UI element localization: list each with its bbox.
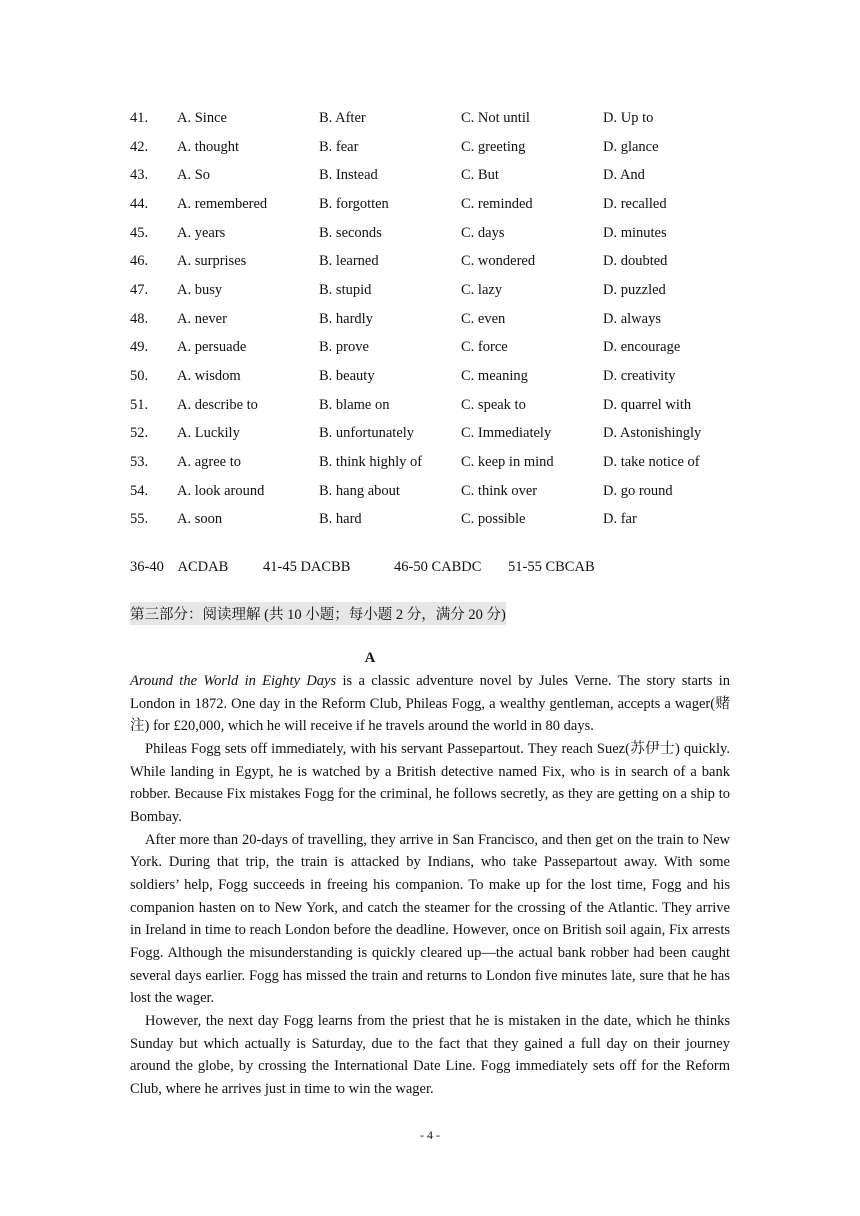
option-b: B. seconds (319, 224, 382, 241)
option-b: B. beauty (319, 368, 375, 385)
question-number: 47. (130, 281, 149, 298)
question-number: 51. (130, 396, 149, 413)
option-row (130, 104, 730, 133)
option-a: A. persuade (177, 339, 247, 356)
question-number: 41. (130, 109, 149, 126)
option-row (130, 190, 730, 219)
question-number: 48. (130, 310, 149, 327)
passage-paragraph: After more than 20-days of travelling, they arrive in San Francisco, and then get on the train to New York. During that trip, the train is attacked by Indians, who take Passepartout away. With some soldiers’ help, Fogg succeeds in freeing his companion. To make up for the lost time, Fogg and his companion hasten on to New York, and catch the steamer for the crossing of the Atlantic. They arrive in Ireland in time to reach London before the deadline. However, once on British soil again, Fix arrests Fogg. Although the misunderstanding is quickly cleared up—the actual bank robber had been caught several days earlier. Fogg has missed the train and returns to London five minutes late, sure that he has lost the wager. (130, 831, 730, 1007)
option-row (130, 161, 730, 190)
option-a: A. agree to (177, 454, 242, 471)
option-c: C. greeting (461, 138, 526, 155)
passage-paragraph (130, 670, 730, 738)
option-b: B. hard (319, 511, 362, 528)
question-number: 50. (130, 368, 149, 385)
question-number: 49. (130, 339, 149, 356)
option-row (130, 219, 730, 248)
option-c: C. meaning (461, 368, 528, 385)
option-d: D. encourage (603, 339, 681, 356)
option-b: B. stupid (319, 281, 372, 298)
option-d: D. recalled (603, 195, 667, 212)
question-number: 55. (130, 511, 149, 528)
option-a: A. busy (177, 281, 223, 298)
answer-key (130, 559, 595, 576)
option-a: A. Since (177, 109, 227, 126)
answer-key-group: 46-50 CABDC (394, 559, 482, 575)
option-d: D. Up to (603, 109, 654, 126)
option-row (130, 305, 730, 334)
option-b: B. hang about (319, 482, 400, 499)
passage-label: A (364, 650, 376, 666)
option-row (130, 334, 730, 363)
option-b: B. blame on (319, 396, 390, 413)
option-c: C. reminded (461, 195, 533, 212)
option-d: D. quarrel with (603, 396, 692, 413)
option-c: C. keep in mind (461, 454, 554, 471)
question-number: 43. (130, 167, 149, 184)
option-row (130, 276, 730, 305)
option-d: D. minutes (603, 224, 667, 241)
option-d: D. go round (603, 482, 673, 499)
option-row (130, 448, 730, 477)
option-a: A. describe to (177, 396, 258, 413)
question-number: 45. (130, 224, 149, 241)
option-d: D. always (603, 310, 661, 327)
option-c: C. But (461, 167, 499, 184)
passage-paragraph: However, the next day Fogg learns from the priest that he is mistaken in the date, which he thinks Sunday but which actually is Saturday, due to the fact that they gained a full day on their journey around the globe, by crossing the International Date Line. Fogg immediately sets off for the Reform Club, where he arrives just in time to win the wager. (130, 1012, 730, 1097)
question-number: 42. (130, 138, 149, 155)
option-a: A. Luckily (177, 425, 240, 442)
option-d: D. glance (603, 138, 659, 155)
option-c: C. wondered (461, 253, 536, 270)
option-d: D. take notice of (603, 454, 700, 471)
option-b: B. prove (319, 339, 369, 356)
option-d: D. Astonishingly (603, 425, 702, 442)
option-b: B. After (319, 109, 366, 126)
option-b: B. think highly of (319, 454, 423, 471)
option-c: C. Not until (461, 109, 530, 126)
option-b: B. unfortunately (319, 425, 415, 442)
option-b: B. Instead (319, 167, 378, 184)
option-a: A. remembered (177, 195, 268, 212)
question-number: 46. (130, 253, 149, 270)
option-b: B. fear (319, 138, 359, 155)
book-title: Around the World in Eighty Days (130, 673, 337, 689)
option-b: B. learned (319, 253, 379, 270)
option-c: C. possible (461, 511, 526, 528)
option-a: A. wisdom (177, 368, 241, 385)
option-row (130, 506, 730, 535)
answer-key-group: 36-40 ACDAB (130, 559, 229, 575)
answer-key-group: 41-45 DACBB (263, 559, 351, 575)
option-c: C. Immediately (461, 425, 552, 442)
option-c: C. even (461, 310, 506, 327)
option-a: A. never (177, 310, 227, 327)
question-number: 53. (130, 454, 149, 471)
option-c: C. speak to (461, 396, 526, 413)
option-c: C. force (461, 339, 508, 356)
answer-key-group: 51-55 CBCAB (508, 559, 595, 575)
passage-body (130, 670, 730, 1100)
option-a: A. surprises (177, 253, 247, 270)
question-number: 54. (130, 482, 149, 499)
question-number: 44. (130, 195, 149, 212)
option-a: A. look around (177, 482, 265, 499)
option-d: D. far (603, 511, 637, 528)
option-row (130, 362, 730, 391)
option-row (130, 420, 730, 449)
option-row (130, 133, 730, 162)
question-number: 52. (130, 425, 149, 442)
option-row (130, 391, 730, 420)
options-table (130, 104, 730, 534)
option-c: C. think over (461, 482, 538, 499)
option-d: D. creativity (603, 368, 676, 385)
option-row (130, 477, 730, 506)
section-heading: 第三部分：阅读理解 (共 10 小题；每小题 2 分，满分 20 分) (130, 602, 506, 625)
paragraph-text: is a classic adventure novel by Jules Verne. The story starts in London in 1872. One day in the Reform Club, Phileas Fogg, a wealthy gentleman, accepts a wager(赌注) for £20,000, which he will receive if he travels around the world in 80 days. (130, 673, 730, 735)
option-d: D. And (603, 167, 645, 184)
option-d: D. puzzled (603, 281, 666, 298)
option-d: D. doubted (603, 253, 668, 270)
option-a: A. So (177, 167, 211, 184)
page-number: - 4 - (420, 1128, 440, 1142)
option-a: A. thought (177, 138, 240, 155)
option-c: C. days (461, 224, 505, 241)
option-b: B. hardly (319, 310, 373, 327)
option-b: B. forgotten (319, 195, 389, 212)
option-c: C. lazy (461, 281, 503, 298)
option-a: A. years (177, 224, 226, 241)
passage-paragraph: Phileas Fogg sets off immediately, with his servant Passepartout. They reach Suez(苏伊士) quickly. While landing in Egypt, he is watched by a British detective named Fix, who is in search of a bank robber. Because Fix mistakes Fogg for the criminal, he follows secretly, as they are getting on a ship to Bombay. (130, 740, 730, 825)
option-row (130, 247, 730, 276)
option-a: A. soon (177, 511, 223, 528)
